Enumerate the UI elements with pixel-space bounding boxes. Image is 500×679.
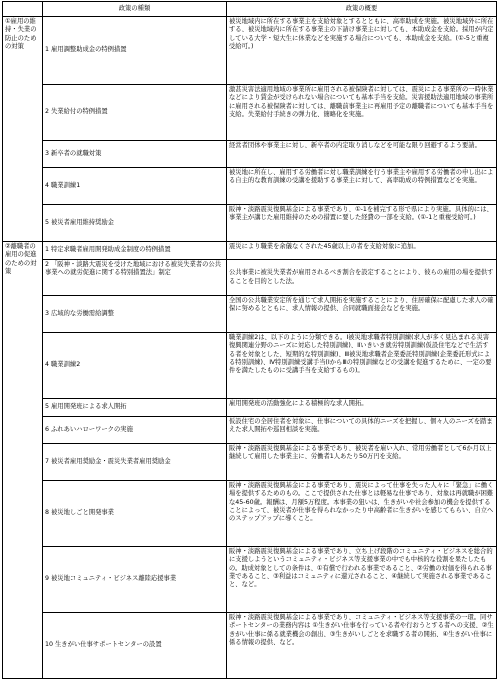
policy-name: 3 広域的な労働需給調整 bbox=[43, 296, 227, 333]
table-row bbox=[3, 296, 497, 333]
policy-name: 1 雇用調整助成金の特例措置 bbox=[43, 17, 227, 85]
policy-name: 1 特定求職者雇用開発助成金制度の特例措置 bbox=[43, 242, 227, 260]
table-row bbox=[3, 417, 497, 444]
header-policy-type: 政策の種類 bbox=[43, 2, 227, 17]
policy-summary: 公共事業に被災失業者が雇用されるべき割合を設定することにより、彼らの雇用の場を提供することを目的とした法。 bbox=[227, 260, 497, 296]
policy-summary: 雇用開発班の活動強化による積極的な求人開拓。 bbox=[227, 399, 497, 417]
policy-name: 5 被災者雇用維持奨励金 bbox=[43, 205, 227, 242]
policy-name: 2 失業給付の特例措置 bbox=[43, 85, 227, 141]
policy-summary: 被災地に所在し、雇用する労働者に対し職業訓練を行う事業主や雇用する労働者の申し出による自主的な教育訓練の受講を援助する事業主に対して、高率助成の特例措置などを実施。 bbox=[227, 168, 497, 205]
header-blank bbox=[3, 2, 43, 17]
table-row bbox=[3, 242, 497, 260]
policy-summary: 阪神・淡路震災復興基金による事業であり、震災によって仕事を失った人々に「緊急」に働く場を提供するためのもの。ここで提供された仕事とは軽易な仕事であり、対象は再就職が困難な45-60歳。報酬は、月額5万程度。本事業の狙いは、生きがいや社会参加の機会を提供することによって、被災者が仕事を得られなかったり中高齢者に生きがいを感じてもらい、自立へのステップアップに導くこと。 bbox=[227, 481, 497, 547]
table-row bbox=[3, 547, 497, 613]
header-policy-summary: 政策の概要 bbox=[227, 2, 497, 17]
table-row bbox=[3, 333, 497, 399]
policy-summary: 阪神・淡路震災復興基金による事業であり、コミュニティ・ビジネス等支援事業の一環。同サポートセンターの業務内容は ①生きがい仕事を行っている者や行おうとする者への支援、②生きがい仕事に係る就業機会の創出、③生きがいしごとを求職する者の開拓、④生きがい仕事に係る情報の提供、など。 bbox=[227, 613, 497, 679]
table-row bbox=[3, 399, 497, 417]
policy-name: 5 雇用開発班による求人開拓 bbox=[43, 399, 227, 417]
policy-name: 6 ふれあいハローワークの実施 bbox=[43, 417, 227, 444]
policy-summary: 阪神・淡路震災復興基金による事業であり、被災者を雇い入れ、常用労働者として6か月以上継続して雇用した事業主に、労働者1人あたり50万円を支給。 bbox=[227, 444, 497, 481]
policy-name: 7 被災者雇用奨励金・震災失業者雇用奨励金 bbox=[43, 444, 227, 481]
policy-name: 3 新卒者の就職対策 bbox=[43, 141, 227, 168]
table-row bbox=[3, 481, 497, 547]
table-row bbox=[3, 85, 497, 141]
policy-name: 9 被災地コミュニティ・ビジネス離陸応援事業 bbox=[43, 547, 227, 613]
policy-summary: 被災地域内に所在する事業主を支給対象とするとともに、高率助成を実施。被災地域外に所在する、被災地域内に所在する事業主の下請け事業主に対しても、本助成金を支給。採用が内定している大学・短大生に休業などを実施する場合についても、本助成金を支給。(①-5と重複受給可。) bbox=[227, 17, 497, 85]
table-row bbox=[3, 613, 497, 679]
policy-name: 10 生きがい仕事サポートセンターの設置 bbox=[43, 613, 227, 679]
policy-name: 8 被災地しごと開発事業 bbox=[43, 481, 227, 547]
category-label: ①雇用の維持・失業の防止のための対策 bbox=[3, 17, 43, 242]
table-row bbox=[3, 17, 497, 85]
table-row bbox=[3, 205, 497, 242]
policy-summary: 経営者団体や事業主に対し、新卒者の内定取り消しなどを可能な限り回避するよう要請。 bbox=[227, 141, 497, 168]
policy-summary: 職業訓練2は、以下のように分類できる。Ⅰ被災地求職者特別訓練(求人が多く見込まれる災害復興関連分野のニーズに対応した特別訓練)、Ⅱいきいき就労特別訓練(仮設住宅などで生活する者を対象とした、短期的な特別訓練)、Ⅲ被災地求職者企業委託特別訓練(企業委託形式による特別訓練)、Ⅳ特別訓練受講手当(ⅠからⅢの特別訓練などの受講を促進するために、一定の要件を満たしたものに受講手当を支給するもの)。 bbox=[227, 333, 497, 399]
table-row bbox=[3, 168, 497, 205]
policy-name: 4 職業訓練1 bbox=[43, 168, 227, 205]
policy-summary: 激甚災害法適用地域の事業所に雇用される被保険者に対しては、震災による事業所の一時休業などにより賃金が受けられない場合についても基本手当を支給。災害援助法適用地域の事業所に雇用される被保険者に対しては、離職前事業主に再雇用予定の離職者についても基本手当を支給。失業給付手続きの弾力化、簡略化を実施。 bbox=[227, 85, 497, 141]
policy-summary: 仮設住宅の全居住者を対象に、仕事についての具体的ニーズを把握し、個々人のニーズを踏まえた求人開拓や巡回相談を実施。 bbox=[227, 417, 497, 444]
policy-summary: 阪神・淡路震災復興基金による事業であり、①-1を補完する形で県により実施。具体的には、事業主が講じた雇用維持のための措置に要した経費の一部を支給。(①-1と重複受給可。) bbox=[227, 205, 497, 242]
policy-summary: 全国の公共職業安定所を通じて求人開拓を実施することにより、住居確保に配慮した求人の確保に努めるとともに、求人情報の提供、合同就職面接会などを実施。 bbox=[227, 296, 497, 333]
policy-summary: 阪神・淡路震災復興基金による事業であり、立ち上げ段階のコミュニティ・ビジネスを総合的に支援しようというコミュニティ・ビジネス等支援事業の中でも中核的な役割を果たしたもの。助成対象としての条件は、①有償で行われる事業であること、②労働の対価を得られる事業であること、③利益はコミュニティに還元されること、④継続して実施される事業であること、など。 bbox=[227, 547, 497, 613]
policy-name: 2 「阪神・淡路大震災を受けた地域における被災失業者の公共事業への就労促進に関する特別措置法」制定 bbox=[43, 260, 227, 296]
policy-name: 4 職業訓練2 bbox=[43, 333, 227, 399]
table-row bbox=[3, 141, 497, 168]
policy-summary: 震災により職業を余儀なくされた45歳以上の者を支給対象に追加。 bbox=[227, 242, 497, 260]
header-row bbox=[3, 2, 497, 17]
policy-table bbox=[2, 1, 497, 679]
table-row bbox=[3, 260, 497, 296]
category-label: ②離職者の雇用の促進のための対策 bbox=[3, 242, 43, 679]
table-row bbox=[3, 444, 497, 481]
